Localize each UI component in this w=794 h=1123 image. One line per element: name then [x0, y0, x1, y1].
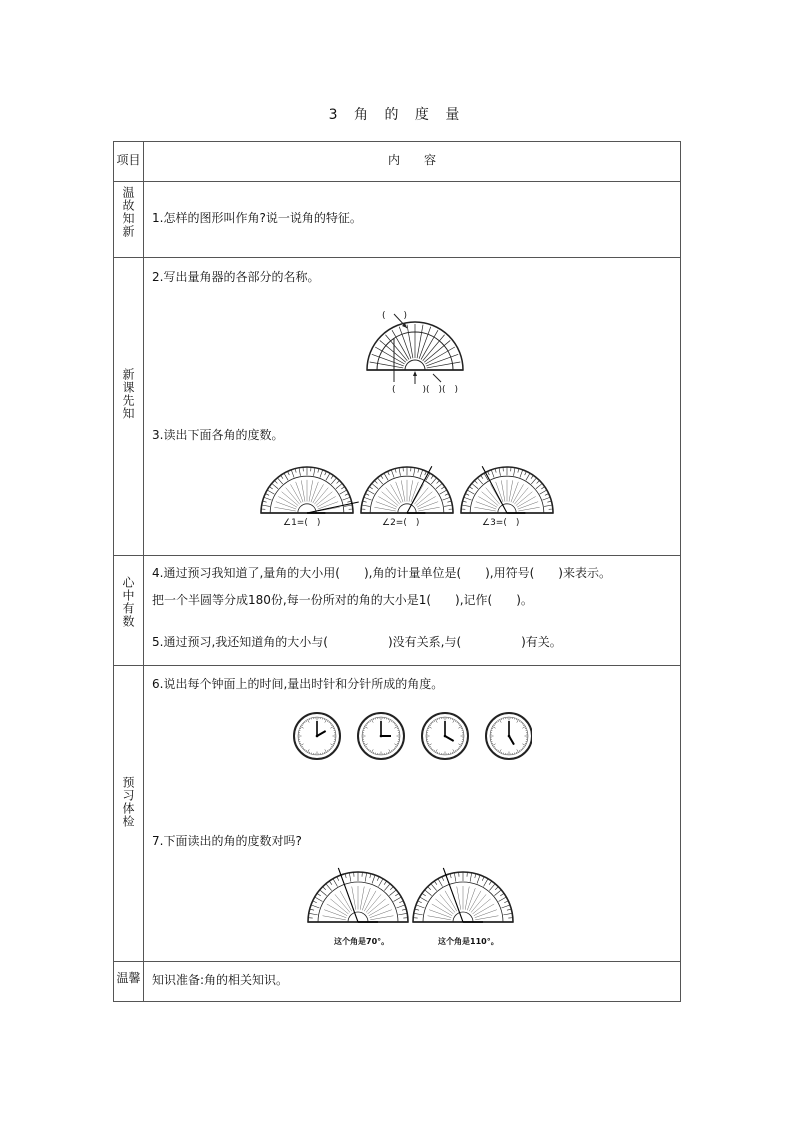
row-preview [114, 258, 681, 556]
header-content: 内 容 [387, 153, 436, 167]
question-6: 6.说出每个钟面上的时间,量出时针和分针所成的角度。 [152, 677, 444, 691]
header-item: 项目 [116, 153, 141, 167]
clock-face [358, 713, 404, 759]
worksheet-table [113, 141, 681, 1002]
angle-3-label: ∠3=( ) [482, 518, 520, 528]
clock-face [294, 713, 340, 759]
caption-70: 这个角是70°。 [334, 937, 390, 946]
label-tip: 温馨 [116, 971, 141, 985]
label-check: 预习体检 [121, 776, 135, 828]
question-4b: 把一个半圆等分成180份,每一份所对的角的大小是1( ),记作( )。 [152, 593, 533, 607]
label-knowhow: 心中有数 [121, 576, 135, 628]
page-title: 3 角 的 度 量 [328, 107, 466, 123]
question-2: 2.写出量角器的各部分的名称。 [152, 270, 320, 284]
blank-bottom: ( )( )( ) [392, 385, 459, 395]
clock-face [486, 713, 532, 759]
label-preview: 新课先知 [121, 368, 135, 420]
protractor-parts-diagram [349, 304, 479, 394]
check-protractors [304, 866, 519, 932]
question-7: 7.下面读出的角的度数对吗? [152, 834, 302, 848]
question-4a: 4.通过预习我知道了,量角的大小用( ),角的计量单位是( ),用符号( )来表示。 [152, 566, 611, 580]
caption-110: 这个角是110°。 [438, 937, 499, 946]
clock-face [422, 713, 468, 759]
question-3: 3.读出下面各角的度数。 [152, 428, 284, 442]
row-check [114, 666, 681, 962]
row-review [114, 182, 681, 258]
tip-text: 知识准备:角的相关知识。 [152, 973, 289, 987]
header-row [114, 142, 681, 182]
row-knowhow [114, 556, 681, 666]
clock-faces [292, 710, 532, 764]
question-5: 5.通过预习,我还知道角的大小与( )没有关系,与( )有关。 [152, 635, 562, 649]
angle-2-label: ∠2=( ) [382, 518, 420, 528]
blank-top: ( ) [382, 311, 408, 321]
question-1: 1.怎样的图形叫作角?说一说角的特征。 [152, 211, 362, 225]
angle-1-label: ∠1=( ) [283, 518, 321, 528]
label-review: 温故知新 [121, 186, 135, 238]
row-tip [114, 962, 681, 1002]
